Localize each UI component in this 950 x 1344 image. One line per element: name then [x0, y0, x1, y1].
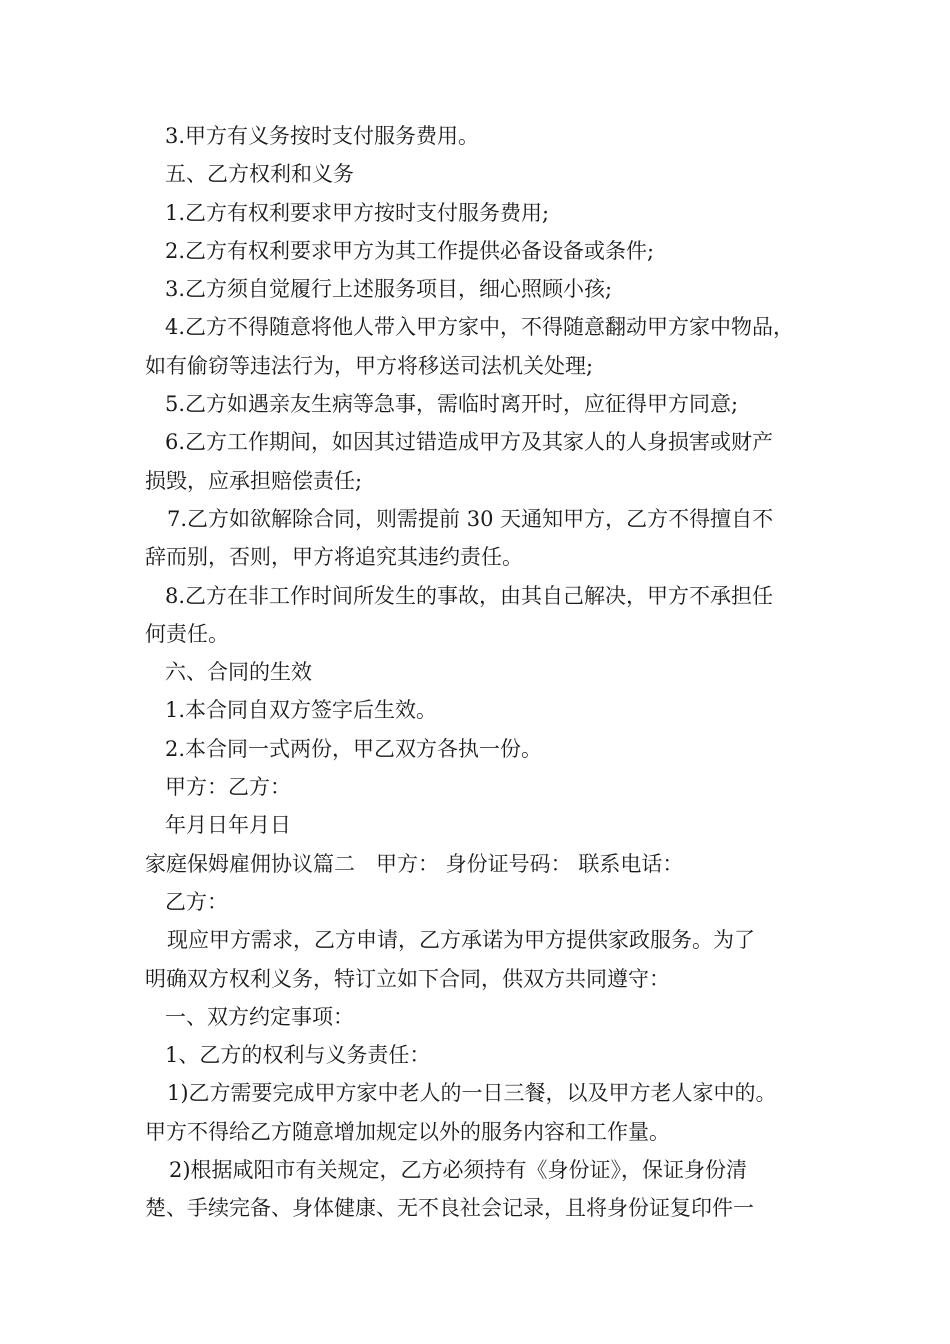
signature-line: 甲方：乙方： — [165, 775, 291, 800]
document-title-line: 家庭保姆雇佣协议篇二 甲方： 身份证号码： 联系电话： — [145, 851, 684, 876]
paragraph-line: 如有偷窃等违法行为，甲方将移送司法机关处理; — [145, 353, 594, 378]
paragraph-line: 3.乙方须自觉履行上述服务项目，细心照顾小孩; — [165, 277, 613, 302]
paragraph-line: 3.甲方有义务按时支付服务费用。 — [165, 124, 480, 148]
paragraph-line: 甲方不得给乙方随意增加规定以外的服务内容和工作量。 — [145, 1119, 670, 1144]
paragraph-line: 辞而别，否则，甲方将追究其违约责任。 — [145, 545, 523, 570]
paragraph-line: 8.乙方在非工作时间所发生的事故，由其自己解决，甲方不承担任 — [165, 583, 774, 608]
paragraph-line: 乙方： — [165, 889, 228, 914]
paragraph-line: 损毁，应承担赔偿责任; — [145, 468, 363, 493]
document-body — [145, 117, 825, 1228]
paragraph-line: 1)乙方需要完成甲方家中老人的一日三餐，以及甲方老人家中的。 — [167, 1081, 777, 1106]
paragraph-line: 1.乙方有权利要求甲方按时支付服务费用; — [165, 200, 550, 225]
paragraph-line: 现应甲方需求，乙方申请，乙方承诺为甲方提供家政服务。为了 — [167, 928, 755, 953]
section-heading: 一、双方约定事项： — [165, 1004, 354, 1029]
paragraph-line: 2)根据咸阳市有关规定，乙方必须持有《身份证》，保证身份清 — [169, 1158, 748, 1183]
paragraph-line: 2.乙方有权利要求甲方为其工作提供必备设备或条件; — [165, 238, 655, 263]
date-line: 年月日年月日 — [165, 813, 291, 838]
paragraph-line: 5.乙方如遇亲友生病等急事，需临时离开时，应征得甲方同意; — [165, 392, 739, 417]
paragraph-line: 4.乙方不得随意将他人带入甲方家中，不得随意翻动甲方家中物品， — [165, 315, 795, 340]
paragraph-line: 何责任。 — [145, 621, 229, 646]
paragraph-line: 7.乙方如欲解除合同，则需提前 30 天通知甲方，乙方不得擅自不 — [167, 506, 774, 531]
section-heading: 五、乙方权利和义务 — [165, 162, 354, 187]
section-heading: 六、合同的生效 — [165, 660, 312, 685]
paragraph-line: 6.乙方工作期间，如因其过错造成甲方及其家人的人身损害或财产 — [165, 430, 774, 455]
paragraph-line: 1、乙方的权利与义务责任： — [165, 1043, 431, 1068]
paragraph-line: 楚、手续完备、身体健康、无不良社会记录，且将身份证复印件一 — [145, 1196, 754, 1221]
paragraph-line: 明确双方权利义务，特订立如下合同，供双方共同遵守： — [145, 966, 670, 991]
paragraph-line: 2.本合同一式两份，甲乙双方各执一份。 — [165, 736, 543, 761]
paragraph-line: 1.本合同自双方签字后生效。 — [165, 698, 438, 723]
